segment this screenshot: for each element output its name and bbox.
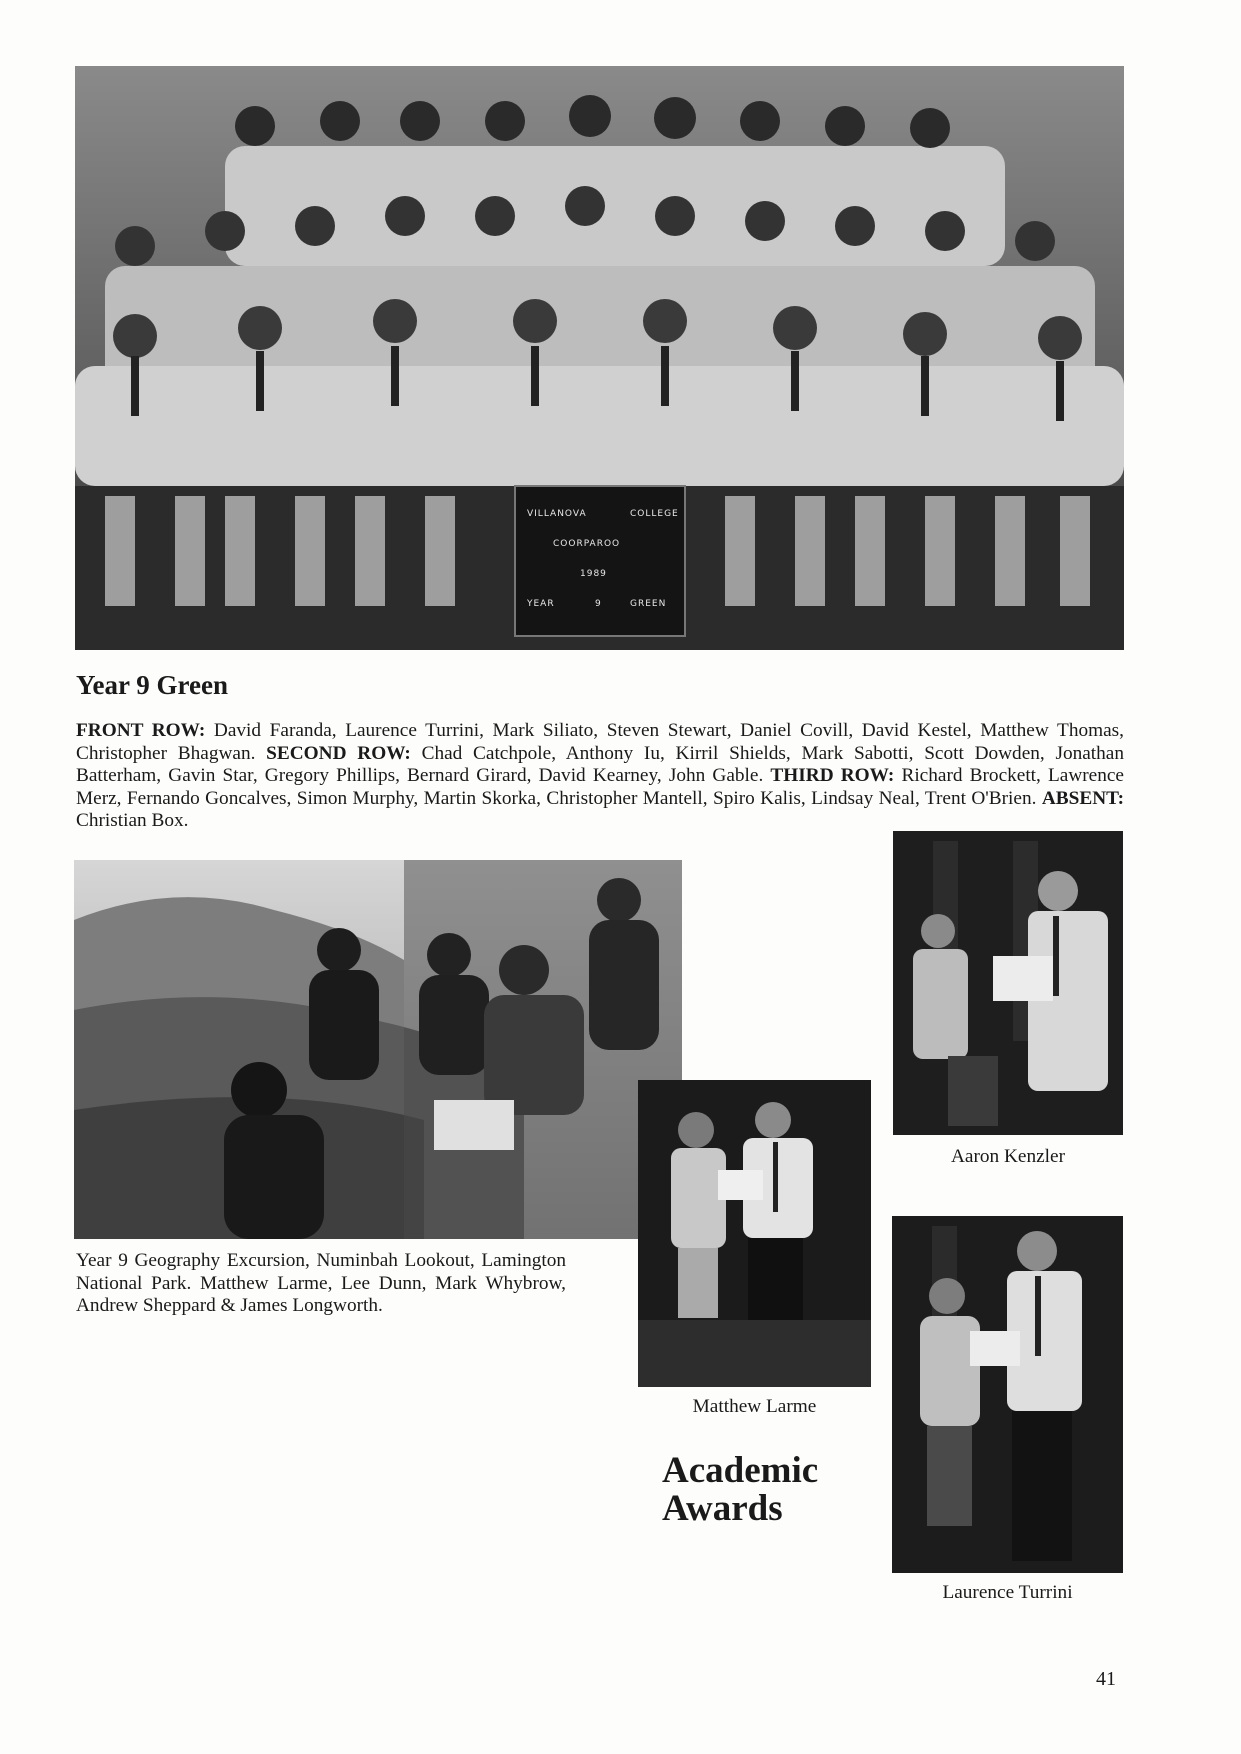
board-text-year-label: YEAR (527, 599, 555, 609)
award-photo-turrini (892, 1216, 1123, 1573)
award-photo-larme (638, 1080, 871, 1387)
board-text-village: VILLANOVA (527, 509, 587, 519)
class-photo (75, 66, 1124, 650)
third-row-names: Richard Brockett, Lawrence Merz, Fernando Goncalves, Simon Murphy, Martin Skorka, Christopher Mantell, Spiro Kalis, Lindsay Neal, Trent O'Brien. (76, 765, 1124, 809)
front-row-names: David Faranda, Laurence Turrini, Mark Siliato, Steven Stewart, Daniel Covill, David Kestel, Matthew Thomas, Christopher Bhagwan. (76, 720, 1124, 764)
board-text-suburb: COORPAROO (553, 539, 621, 549)
award-name-kenzler: Aaron Kenzler (950, 1146, 1066, 1167)
board-text-house: GREEN (630, 599, 667, 609)
third-row-label: THIRD ROW: (770, 765, 895, 787)
section-title: Year 9 Green (76, 670, 228, 700)
page-number: 41 (1096, 1668, 1116, 1690)
excursion-caption: Year 9 Geography Excursion, Numinbah Lookout, Lamington National Park. Matthew Larme, Lee Dunn, Mark Whybrow, Andrew Sheppard & James Longworth. (76, 1250, 566, 1317)
award-name-larme: Matthew Larme (692, 1396, 817, 1417)
award-photo-kenzler (893, 831, 1123, 1135)
excursion-photo (74, 860, 682, 1239)
second-row-names: Chad Catchpole, Anthony Iu, Kirril Shields, Mark Sabotti, Scott Dowden, Jonathan Batterham, Gavin Star, Gregory Phillips, Bernard Girard, David Kearney, John Gable. (76, 742, 1125, 787)
board-text-year: 1989 (580, 569, 607, 579)
awards-title (662, 1452, 872, 1528)
second-row-label: SECOND ROW: (266, 742, 411, 764)
absent-label: ABSENT: (1041, 787, 1124, 809)
absent-names: Christian Box. (76, 810, 189, 832)
awards-title-line1: Academic (662, 1450, 819, 1491)
board-text-year-number: 9 (595, 599, 602, 609)
award-name-turrini: Laurence Turrini (942, 1582, 1073, 1603)
board-text-college: COLLEGE (630, 509, 679, 519)
class-caption (76, 720, 1124, 833)
front-row-label: FRONT ROW: (76, 720, 206, 741)
awards-title-line2: Awards (662, 1488, 783, 1529)
